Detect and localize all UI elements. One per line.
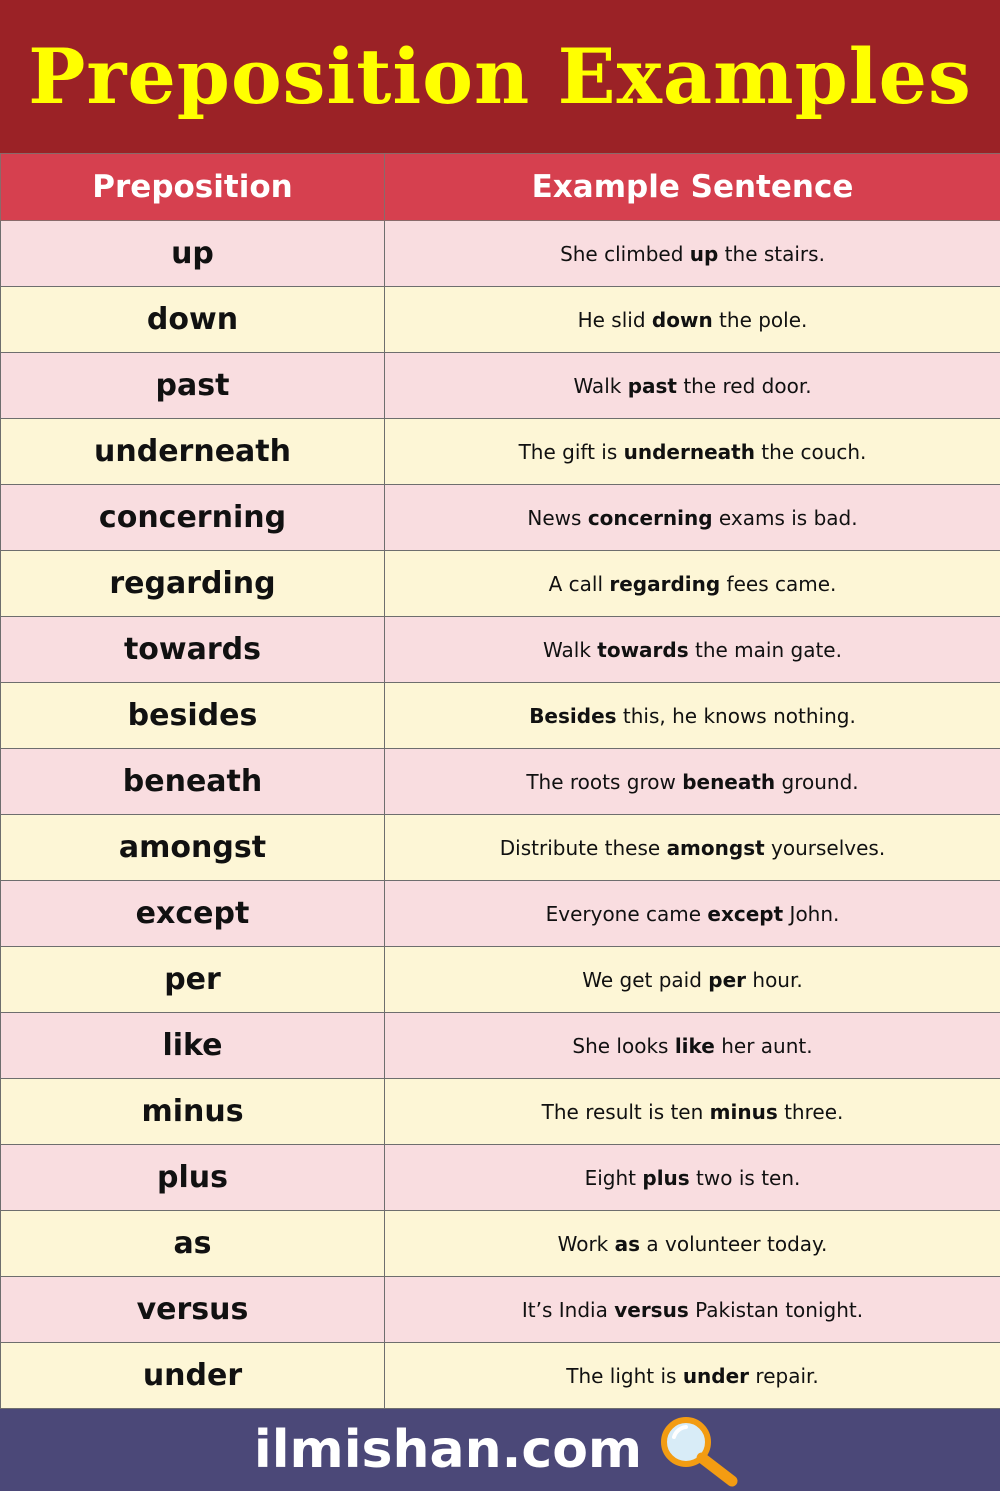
site-name: ilmishan.com — [253, 1420, 643, 1480]
table-row — [1, 353, 1000, 419]
sentence-text-before: The roots grow — [526, 769, 683, 794]
header-example-sentence: Example Sentence — [385, 154, 1000, 221]
sentence-text-after: three. — [777, 1099, 844, 1124]
sentence-preposition-bold: concerning — [587, 505, 713, 530]
sentence-text-after: the couch. — [754, 439, 867, 464]
example-sentence-cell — [385, 221, 1000, 287]
page-title: Preposition Examples — [28, 32, 972, 121]
sentence-text-after: ground. — [775, 769, 859, 794]
sentence-preposition-bold: beneath — [682, 769, 776, 794]
sentence-text-after: the stairs. — [718, 241, 825, 266]
sentence-preposition-bold: per — [708, 967, 747, 992]
table-row — [1, 1343, 1000, 1409]
table-row — [1, 1211, 1000, 1277]
preposition-cell: minus — [1, 1079, 385, 1145]
preposition-cell: besides — [1, 683, 385, 749]
example-sentence-cell — [385, 1343, 1000, 1409]
table-row — [1, 617, 1000, 683]
sentence-text-before: She looks — [572, 1033, 675, 1058]
table-row — [1, 881, 1000, 947]
sentence-preposition-bold: amongst — [666, 835, 765, 860]
sentence-text-before: She climbed — [560, 241, 690, 266]
preposition-cell: like — [1, 1013, 385, 1079]
sentence-text-after: repair. — [749, 1363, 819, 1388]
preposition-cell: except — [1, 881, 385, 947]
preposition-cell: towards — [1, 617, 385, 683]
sentence-preposition-bold: past — [627, 373, 677, 398]
preposition-cell: underneath — [1, 419, 385, 485]
sentence-text-before: A call — [548, 571, 610, 596]
preposition-cell: beneath — [1, 749, 385, 815]
sentence-text-after: the red door. — [676, 373, 812, 398]
sentence-text-before: Everyone came — [545, 901, 708, 926]
table-row — [1, 1145, 1000, 1211]
example-sentence-cell — [385, 287, 1000, 353]
preposition-cell: amongst — [1, 815, 385, 881]
example-sentence-cell — [385, 617, 1000, 683]
header-preposition: Preposition — [1, 154, 385, 221]
sentence-text-after: fees came. — [720, 571, 837, 596]
example-sentence-cell — [385, 815, 1000, 881]
sentence-text-before: Walk — [573, 373, 628, 398]
table-row — [1, 551, 1000, 617]
sentence-preposition-bold: underneath — [623, 439, 755, 464]
sentence-text-after: hour. — [746, 967, 803, 992]
table-header-row — [1, 154, 1000, 221]
sentence-text-after: Pakistan tonight. — [688, 1297, 864, 1322]
sentence-text-before: Work — [557, 1231, 615, 1256]
example-sentence-cell — [385, 1079, 1000, 1145]
preposition-cell: under — [1, 1343, 385, 1409]
sentence-preposition-bold: regarding — [609, 571, 721, 596]
sentence-text-after: yourselves. — [764, 835, 886, 860]
table-body — [1, 221, 1000, 1409]
sentence-preposition-bold: like — [674, 1033, 715, 1058]
example-sentence-cell — [385, 485, 1000, 551]
preposition-cell: regarding — [1, 551, 385, 617]
preposition-cell: up — [1, 221, 385, 287]
sentence-text-after: her aunt. — [714, 1033, 813, 1058]
preposition-cell: past — [1, 353, 385, 419]
sentence-text-after: a volunteer today. — [640, 1231, 828, 1256]
example-sentence-cell — [385, 353, 1000, 419]
sentence-preposition-bold: as — [614, 1231, 641, 1256]
sentence-preposition-bold: up — [689, 241, 719, 266]
preposition-cell: concerning — [1, 485, 385, 551]
preposition-cell: per — [1, 947, 385, 1013]
preposition-cell: as — [1, 1211, 385, 1277]
example-sentence-cell — [385, 749, 1000, 815]
preposition-table — [0, 153, 1000, 1409]
sentence-text-after: the pole. — [712, 307, 808, 332]
table-row — [1, 947, 1000, 1013]
sentence-text-before: It’s India — [521, 1297, 615, 1322]
example-sentence-cell — [385, 1211, 1000, 1277]
sentence-preposition-bold: minus — [709, 1099, 778, 1124]
example-sentence-cell — [385, 881, 1000, 947]
table-row — [1, 815, 1000, 881]
footer — [0, 1409, 1000, 1491]
example-sentence-cell — [385, 1013, 1000, 1079]
table-row — [1, 287, 1000, 353]
example-sentence-cell — [385, 419, 1000, 485]
sentence-text-before: Eight — [584, 1165, 643, 1190]
sentence-text-before: The light is — [566, 1363, 683, 1388]
sentence-preposition-bold: plus — [642, 1165, 690, 1190]
preposition-cell: versus — [1, 1277, 385, 1343]
sentence-text-before: The result is ten — [541, 1099, 710, 1124]
sentence-preposition-bold: Besides — [529, 703, 617, 728]
sentence-preposition-bold: except — [707, 901, 784, 926]
table-row — [1, 485, 1000, 551]
table-row — [1, 221, 1000, 287]
example-sentence-cell — [385, 1277, 1000, 1343]
preposition-cell: down — [1, 287, 385, 353]
sentence-text-after: John. — [783, 901, 840, 926]
sentence-text-after: this, he knows nothing. — [616, 703, 856, 728]
table-row — [1, 683, 1000, 749]
sentence-text-after: the main gate. — [688, 637, 842, 662]
sentence-text-after: exams is bad. — [712, 505, 858, 530]
sentence-text-after: two is ten. — [689, 1165, 801, 1190]
sentence-text-before: We get paid — [582, 967, 709, 992]
sentence-preposition-bold: down — [651, 307, 713, 332]
sentence-text-before: He slid — [577, 307, 652, 332]
preposition-cell: plus — [1, 1145, 385, 1211]
example-sentence-cell — [385, 551, 1000, 617]
sentence-text-before: The gift is — [518, 439, 624, 464]
example-sentence-cell — [385, 683, 1000, 749]
table-row — [1, 1277, 1000, 1343]
sentence-preposition-bold: under — [682, 1363, 750, 1388]
title-banner — [0, 0, 1000, 153]
sentence-text-before: News — [527, 505, 588, 530]
table-row — [1, 749, 1000, 815]
example-sentence-cell — [385, 947, 1000, 1013]
sentence-text-before: Distribute these — [499, 835, 667, 860]
table-row — [1, 1079, 1000, 1145]
magnifier-icon — [656, 1413, 746, 1487]
sentence-preposition-bold: towards — [597, 637, 689, 662]
table-row — [1, 419, 1000, 485]
sentence-text-before: Walk — [543, 637, 598, 662]
example-sentence-cell — [385, 1145, 1000, 1211]
table-row — [1, 1013, 1000, 1079]
sentence-preposition-bold: versus — [614, 1297, 689, 1322]
